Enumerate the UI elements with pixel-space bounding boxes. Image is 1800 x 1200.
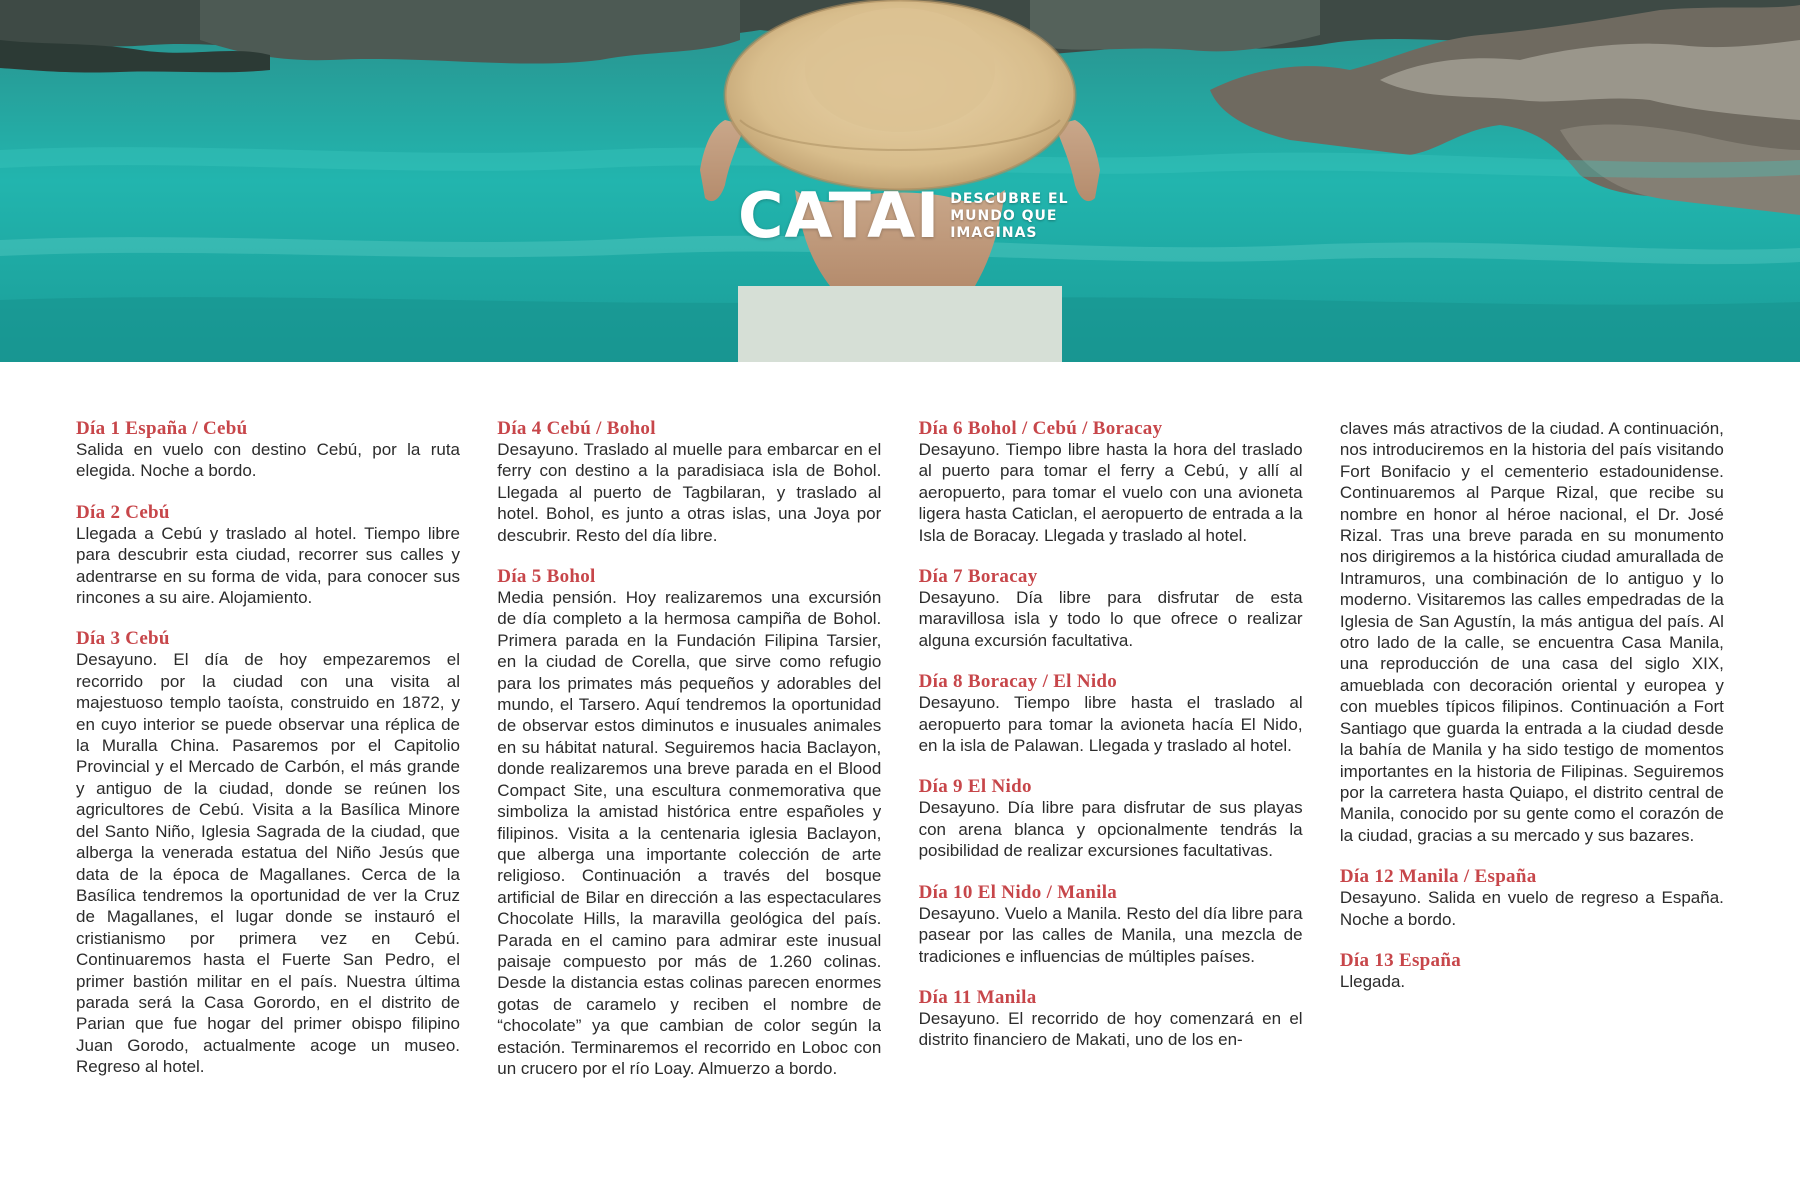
day-heading: Día 12 Manila / España [1339, 866, 1537, 888]
day-description: Desayuno. Traslado al muelle para embarcar en el ferry con destino a la paradisiaca isla de Bohol. Llegada al puerto de Tagbilaran, y traslado al hotel. Bohol, es junto a otras islas, una Joya por descubrir. Resto del día libre. [497, 440, 882, 545]
day-description: Desayuno. Día libre para disfrutar de sus playas con arena blanca y opcionalmente tendrás la posibilidad de realizar excursiones facultativas. [918, 798, 1303, 861]
day-description: Desayuno. El día de hoy empezaremos el recorrido por la ciudad con una visita al majestuoso templo taoísta, construido en 1872, y en cuyo interior se puede observar una réplica de la Muralla China. Pasaremos por el Capitolio Provincial y el Mercado de Carbón, el más grande y antiguo de la ciudad, donde se reúnen los agricultores de Cebú. Visita a la Basílica Minore del Santo Niño, Iglesia Sagrada de la ciudad, que alberga la venerada estatua del Niño Jesús que data de la época de Magallanes. Cerca de la Basílica tendremos la oportunidad de ver la Cruz de Magallanes, el lugar donde se instauró el cristianismo por primera vez en Cebú. Continuaremos hasta el Fuerte San Pedro, el primer bastión militar en el país. Nuestra última parada será la Casa Gorordo, en el distrito de Parian que fue hogar del primer obispo filipino Juan Gorodo, actualmente acoge un museo. Regreso al hotel. [76, 650, 460, 1077]
day-description: Desayuno. Vuelo a Manila. Resto del día libre para pasear por las calles de Manila, una mezcla de tradiciones e influencias de múltiples países. [918, 903, 1303, 966]
day-entry [76, 418, 460, 482]
day-entry [76, 502, 460, 609]
day-entry [919, 418, 1303, 546]
tagline-line: MUNDO QUE [950, 207, 1058, 224]
itinerary-columns [76, 418, 1724, 1158]
day-entry [76, 628, 460, 1077]
day-description: Desayuno. Salida en vuelo de regreso a España. Noche a bordo. [1339, 888, 1724, 929]
day-entry [497, 418, 881, 546]
hero-photo [0, 0, 1800, 362]
day-heading: Día 6 Bohol / Cebú / Boracay [918, 418, 1163, 439]
grey-tab-panel [738, 286, 1062, 362]
day-heading: Día 10 El Nido / Manila [918, 881, 1118, 903]
day-description: Llegada a Cebú y traslado al hotel. Tiempo libre para descubrir esta ciudad, recorrer sus calles y adentrarse en su forma de vida, para conocer sus rincones a su aire. Alojamiento. [76, 523, 460, 608]
day-description: claves más atractivos de la ciudad. A continuación, nos introduciremos en la historia del país visitando Fort Bonifacio y el cementerio estadounidense. Continuaremos al Parque Rizal, que recibe su nombre en honor al héroe nacional, el Dr. José Rizal. Tras una breve parada en su monumento nos dirigiremos a la histórica ciudad amurallada de Intramuros, una combinación de lo antiguo y lo moderno. Visitaremos las calles empedradas de la Iglesia de San Agustín, la más antigua del país. Al otro lado de la calle, se encuentra Casa Manila, una reproducción de una casa del siglo XIX, amueblada con decoración oriental y europea y con muebles típicos filipinos. Continuación a Fort Santiago que guarda la entrada a la ciudad desde la bahía de Manila y ha sido testigo de momentos importantes en la historia de Filipinas. Seguiremos por la carretera hasta Quiapo, el distrito central de Manila, conocido por su gente como el corazón de la ciudad, gracias a su mercado y sus bazares. [1339, 419, 1724, 845]
day-entry [1340, 866, 1724, 930]
day-heading: Día 2 Cebú [76, 501, 170, 523]
day-heading: Día 4 Cebú / Bohol [497, 418, 656, 439]
day-heading: Día 1 España / Cebú [76, 418, 248, 439]
day-description: Desayuno. El recorrido de hoy comenzará en el distrito financiero de Makati, uno de los en- [918, 1008, 1303, 1050]
itinerary-column-2 [497, 418, 881, 1158]
itinerary-column-4 [1340, 418, 1724, 1158]
logo-wordmark: CATAI [738, 179, 941, 252]
day-heading: Día 9 El Nido [918, 776, 1032, 798]
day-entry [919, 566, 1303, 651]
day-heading: Día 5 Bohol [497, 566, 596, 588]
logo-tagline [950, 191, 1068, 242]
day-description: Desayuno. Día libre para disfrutar de esta maravillosa isla y todo lo que ofrece o realizar alguna excursión facultativa. [918, 588, 1303, 650]
day-entry [1340, 950, 1724, 992]
day-heading: Día 8 Boracay / El Nido [918, 671, 1118, 693]
day-entry [919, 987, 1303, 1051]
day-entry-continued [1340, 418, 1724, 846]
day-entry [919, 776, 1303, 861]
day-description: Desayuno. Tiempo libre hasta el traslado al aeropuerto para tomar la avioneta hacía El Nido, en la isla de Palawan. Llegada y traslado al hotel. [918, 693, 1303, 756]
day-description: Salida en vuelo con destino Cebú, por la ruta elegida. Noche a bordo. [76, 440, 460, 481]
day-description: Media pensión. Hoy realizaremos una excursión de día completo a la hermosa campiña de Bohol. Primera parada en la Fundación Filipina Tarsier, en la ciudad de Corella, que sirve como refugio para los primates más pequeños y adorables del mundo, el Tarsero. Aquí tendremos la oportunidad de observar estos diminutos e inusuales animales en su hábitat natural. Seguiremos hacia Baclayon, donde realizaremos una breve parada en el Blood Compact Site, una escultura conmemorativa que simboliza la amistad histórica entre españoles y filipinos. Visita a la centenaria iglesia Baclayon, que alberga una importante colección de arte religioso. Continuación a través del bosque artificial de Bilar en dirección a las espectaculares Chocolate Hills, la maravilla geológica del país. Parada en el camino para admirar este inusual paisaje compuesto por más de 1.260 colinas. Desde la distancia estas colinas parecen enormes gotas de caramelo y reciben el nombre de “chocolate” ya que cambian de color según la estación. Terminaremos el recorrido en Loboc con un crucero por el río Loay. Almuerzo a bordo. [497, 588, 882, 1078]
day-entry [919, 671, 1303, 756]
day-heading: Día 3 Cebú [76, 628, 170, 650]
itinerary-column-3 [919, 418, 1303, 1158]
tagline-line: IMAGINAS [950, 224, 1038, 241]
tagline-line: DESCUBRE EL [950, 190, 1069, 207]
day-heading: Día 11 Manila [918, 986, 1037, 1008]
day-heading: Día 13 España [1339, 949, 1461, 971]
day-description: Desayuno. Tiempo libre hasta la hora del traslado al puerto para tomar el ferry a Cebú, y allí al aeropuerto, para tomar el vuelo con una avioneta ligera hasta Caticlan, el aeropuerto de entrada a la Isla de Boracay. Llegada y traslado al hotel. [918, 440, 1303, 545]
itinerary-column-1 [76, 418, 460, 1158]
day-entry [919, 882, 1303, 967]
catai-logo [738, 179, 1069, 252]
day-entry [497, 566, 881, 1079]
day-description: Llegada. [1339, 971, 1406, 991]
day-heading: Día 7 Boracay [918, 566, 1038, 588]
